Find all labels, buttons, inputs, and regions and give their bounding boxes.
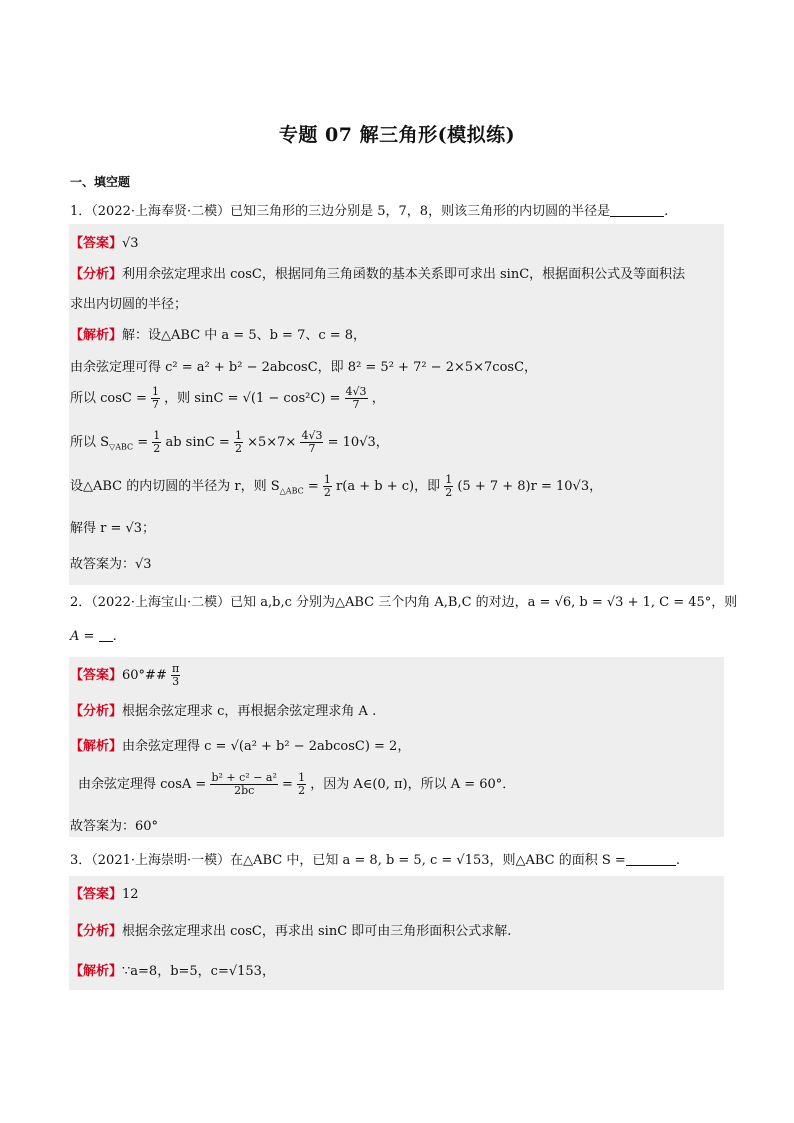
question-2-stem-2: A = . [70,629,117,644]
question-3-stem: 3．（2021·上海崇明·一模）在△ABC 中，已知 a = 8, b = 5, c = √153，则△ABC 的面积 S = . [70,853,680,868]
fraction: $\frac{4√3}{7}$ [345,385,367,411]
question-1-stem: 1．（2022·上海奉贤·二模）已知三角形的三边分别是 5，7，8，则该三角形的内切圆的半径是 . [70,204,669,219]
q1-solution-line-4: 所以 $S_{▽ABC}$ = $\frac{1}{2}$ ab sinC = $\frac{1}{2}$ ×5×7× $\frac{4√3}{7}$ = 10√3， [70,429,389,455]
analysis-tag: 【分析】 [70,704,123,719]
analysis-tag: 【分析】 [70,267,123,282]
fraction: $\frac{\pi}{3}$ [171,662,180,688]
answer-tag: 【答案】 [70,668,123,683]
q2-solution-line-2: 由余弦定理得 cosA = $\frac{\text{b² + c² − a²}}{2bc}$ = $\frac{1}{2}$ ，因为 A∈(0, π)，所以 A = 60°． [78,771,516,797]
fraction: $\frac{1}{7}$ [152,385,160,411]
q1-solution-line-2: 由余弦定理可得 c² = a² + b² − 2abcosC，即 8² = 5² + 7² − 2×5×7cosC， [70,360,538,375]
q3-analysis-line: 【分析】根据余弦定理求出 cosC，再求出 sinC 即可由三角形面积公式求解. [70,924,512,939]
q3-answer-line: 【答案】12 [70,887,139,902]
fraction: $\frac{1}{2}$ [323,473,331,499]
fraction: $\frac{1}{2}$ [234,429,242,455]
fraction: $\frac{1}{2}$ [153,429,161,455]
fraction: $\frac{4√3}{7}$ [301,429,323,455]
q2-analysis-line: 【分析】根据余弦定理求 c，再根据余弦定理求角 A . [70,704,377,719]
analysis-tag: 【分析】 [70,924,123,939]
q3-solution-line-1: 【解析】∵a=8，b=5，c=√153， [70,964,275,979]
answer-blank [610,202,664,217]
q1-solution-line-3: 所以 cosC = $\frac{1}{7}$ ，则 sinC = √(1 − cos²C) = $\frac{4√3}{7}$ ， [70,385,385,411]
answer-tag: 【答案】 [70,236,123,251]
q2-solution-line-1: 【解析】由余弦定理得 c = √(a² + b² − 2abcosC) = 2， [70,739,411,754]
answer-tag: 【答案】 [70,887,123,902]
q1-final-answer: 故答案为：√3 [70,557,152,572]
section-heading: 一、填空题 [70,175,131,189]
q2-final-answer: 故答案为：60° [70,819,159,834]
fraction: $\frac{\text{b² + c² − a²}}{2bc}$ [211,771,277,797]
answer-blank [99,627,113,642]
q2-answer-line: 【答案】60°## $\frac{\pi}{3}$ [70,662,180,688]
solution-tag: 【解析】 [70,964,123,979]
q1-analysis-line: 【分析】利用余弦定理求出 cosC，根据同角三角函数的基本关系即可求出 sinC，根据面积公式及等面积法 [70,267,686,282]
fraction: $\frac{1}{2}$ [298,771,306,797]
q1-solution-line-1: 【解析】解：设△ABC 中 a = 5、b = 7、c = 8， [70,328,367,343]
q1-answer-line: 【答案】√3 [70,236,139,251]
q1-solution-line-5: 设△ABC 的内切圆的半径为 r，则 $S_{\triangle ABC}$ = $\frac{1}{2}$ r(a + b + c)，即 $\frac{1}{2}$ (5 + 7 + 8)r = 10√3， [70,473,603,499]
q1-analysis-line-2: 求出内切圆的半径； [70,297,188,312]
solution-tag: 【解析】 [70,328,123,343]
answer-blank [626,851,676,866]
page-title: 专题 07 解三角形(模拟练) [278,124,516,146]
fraction: $\frac{1}{2}$ [445,473,453,499]
solution-tag: 【解析】 [70,739,123,754]
q1-solution-line-6: 解得 r = √3； [70,521,156,536]
question-2-stem: 2．（2022·上海宝山·二模）已知 a,b,c 分别为△ABC 三个内角 A,B,C 的对边，a = √6, b = √3 + 1, C = 45°，则 [70,595,738,610]
